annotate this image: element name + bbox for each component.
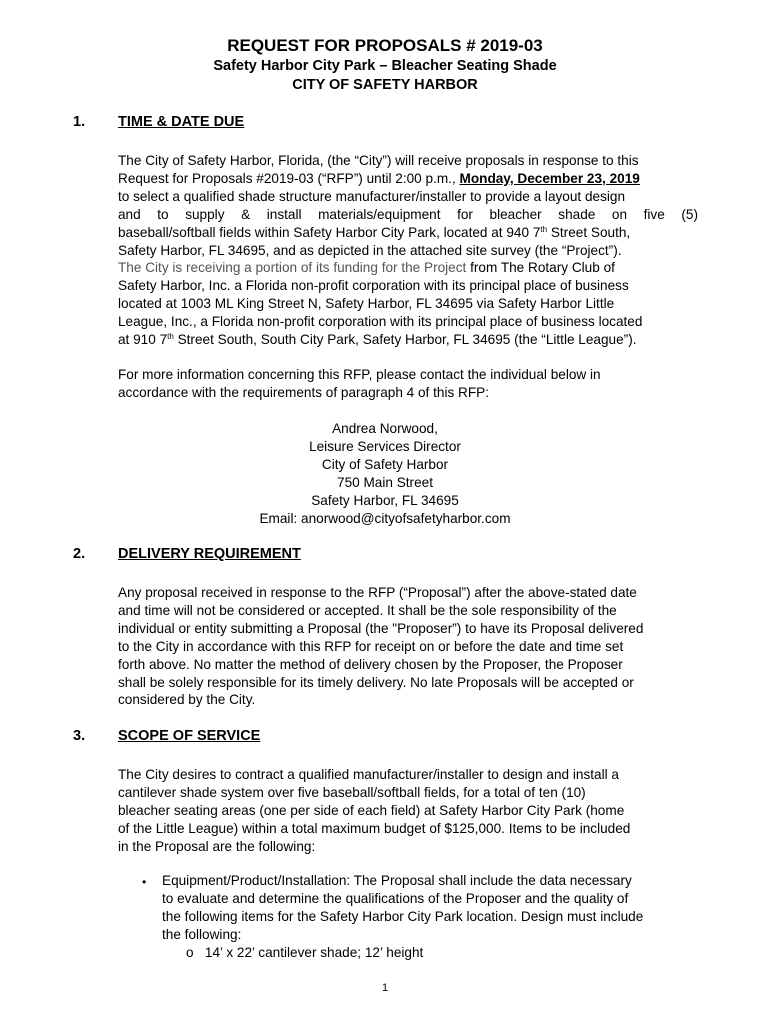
section-2-title: DELIVERY REQUIREMENT [118, 546, 301, 562]
contact-street: 750 Main Street [337, 474, 433, 490]
text-run: from The Rotary Club of [466, 260, 615, 276]
text-run: Request for Proposals #2019-03 (“RFP”) until 2:00 p.m., [118, 170, 460, 186]
text-line: accordance with the requirements of paragraph 4 of this RFP: [118, 384, 490, 400]
section-3-number: 3. [73, 728, 86, 744]
text-line: Safety Harbor, Inc. a Florida non-profit corporation with its principal place of business [118, 278, 629, 294]
text-line: cantilever shade system over five baseball/softball fields, for a total of ten (10) [118, 784, 586, 800]
contact-block [0, 420, 770, 527]
contact-intro-paragraph [118, 366, 698, 402]
text-line: Safety Harbor, FL 34695, and as depicted in the attached site survey (the “Project”). [118, 242, 622, 258]
document-organization: CITY OF SAFETY HARBOR [292, 77, 478, 93]
text-line: forth above. No matter the method of delivery chosen by the Proposer, the Proposer [118, 656, 623, 672]
superscript: th [540, 224, 548, 234]
contact-city: Safety Harbor, FL 34695 [311, 492, 459, 508]
text-line: The City desires to contract a qualified manufacturer/installer to design and install a [118, 767, 619, 782]
contact-email: Email: anorwood@cityofsafetyharbor.com [259, 510, 511, 526]
text-run: baseball/softball fields within Safety Harbor City Park, located at 940 7 [118, 224, 541, 240]
sub-bullet-item [186, 944, 423, 962]
text-line [118, 170, 698, 188]
text-line: located at 1003 ML King Street N, Safety Harbor, FL 34695 via Safety Harbor Little [118, 296, 615, 312]
section-1-title: TIME & DATE DUE [118, 114, 245, 130]
text-line: The City of Safety Harbor, Florida, (the “City”) will receive proposals in response to this [118, 153, 639, 168]
text-line [118, 224, 698, 242]
text-line: Equipment/Product/Installation: The Proposal shall include the data necessary [162, 873, 632, 888]
contact-organization: City of Safety Harbor [321, 456, 449, 472]
sub-bullet-marker: o [186, 945, 194, 960]
document-subtitle: Safety Harbor City Park – Bleacher Seating Shade [213, 58, 557, 74]
text-line: to evaluate and determine the qualifications of the Proposer and the quality of [162, 890, 629, 906]
text-line: Any proposal received in response to the RFP (“Proposal”) after the above-stated date [118, 585, 637, 600]
text-line: to select a qualified shade structure manufacturer/installer to provide a layout design [118, 188, 626, 204]
section-3-paragraph [118, 766, 698, 856]
contact-role: Leisure Services Director [309, 438, 461, 454]
section-2-number: 2. [73, 546, 86, 562]
text-run: Street South, [547, 224, 631, 240]
section-1-paragraph [118, 152, 698, 349]
text-line [118, 259, 698, 277]
funding-note: The City is receiving a portion of its funding for the Project [118, 260, 467, 276]
text-line: bleacher seating areas (one per side of each field) at Safety Harbor City Park (home [118, 802, 625, 818]
text-line: considered by the City. [118, 692, 256, 708]
text-line: in the Proposal are the following: [118, 838, 316, 854]
document-title: REQUEST FOR PROPOSALS # 2019-03 [227, 36, 543, 55]
text-line: to the City in accordance with this RFP for receipt on or before the date and time set [118, 638, 624, 654]
text-line: individual or entity submitting a Proposal (the "Proposer”) to have its Proposal delivered [118, 620, 644, 636]
page-number: 1 [381, 982, 389, 994]
text-line: shall be solely responsible for its timely delivery. No late Proposals will be accepted or [118, 674, 634, 690]
bullet-item [162, 872, 692, 944]
text-line: the following items for the Safety Harbor City Park location. Design must include [162, 908, 644, 924]
contact-name: Andrea Norwood, [332, 421, 438, 436]
text-run: Street South, South City Park, Safety Harbor, FL 34695 (the “Little League”). [173, 332, 637, 348]
text-line: For more information concerning this RFP, please contact the individual below in [118, 367, 601, 382]
text-line: of the Little League) within a total maximum budget of $125,000. Items to be included [118, 820, 631, 836]
text-line [118, 331, 698, 349]
section-1-number: 1. [73, 114, 86, 130]
due-date: Monday, December 23, 2019 [459, 170, 640, 186]
bullet-marker: • [142, 875, 147, 889]
text-line: League, Inc., a Florida non-profit corporation with its principal place of business located [118, 314, 643, 330]
section-3-title: SCOPE OF SERVICE [118, 728, 261, 744]
text-line: and time will not be considered or accepted. It shall be the sole responsibility of the [118, 602, 617, 618]
superscript: th [167, 332, 174, 342]
sub-bullet-text: 14’ x 22’ cantilever shade; 12’ height [204, 945, 424, 960]
section-2-paragraph [118, 584, 698, 709]
text-run: at 910 7 [118, 332, 168, 348]
text-line: and to supply & install materials/equipment for bleacher shade on five (5) [118, 206, 698, 222]
text-line: the following: [162, 926, 242, 942]
